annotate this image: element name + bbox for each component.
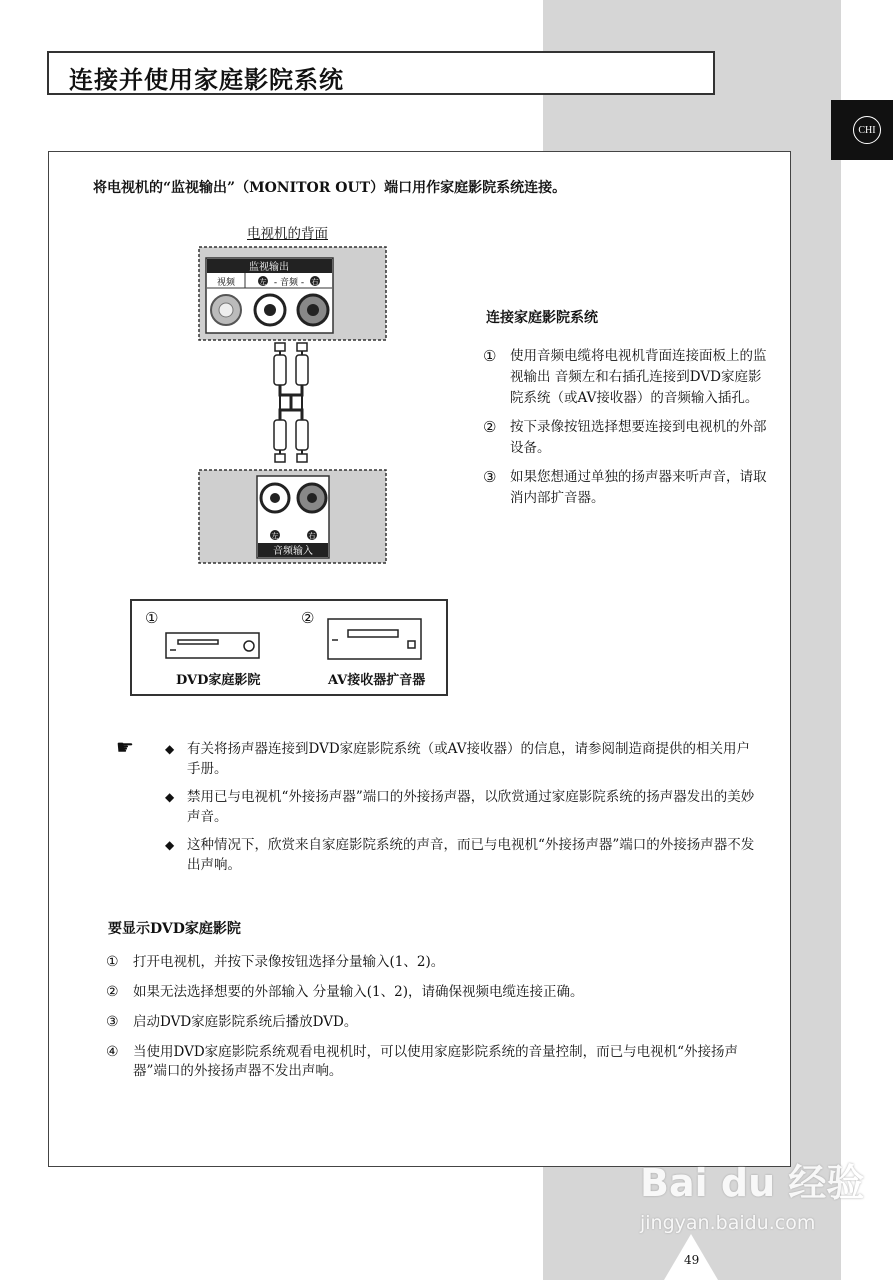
dvd-label: DVD家庭影院	[176, 673, 261, 688]
dvd-number: ①	[145, 609, 159, 627]
step-number: ③	[483, 468, 497, 486]
step-number: ④	[106, 1044, 119, 1060]
diamond-bullet-icon: ◆	[165, 742, 175, 756]
page-number: 49	[684, 1253, 700, 1267]
connect-steps	[483, 346, 773, 517]
page-title: 连接并使用家庭影院系统	[69, 66, 344, 94]
diamond-bullet-icon: ◆	[165, 838, 175, 852]
step-text: 如果您想通过单独的扬声器来听声音，请取消内部扩音器。	[510, 469, 767, 506]
note-text: 这种情况下，欣赏来自家庭影院系统的声音，而已与电视机“外接扬声器”端口的外接扬声器不发出声响。	[187, 837, 755, 873]
connect-step	[483, 467, 773, 509]
step-text: 当使用DVD家庭影院系统观看电视机时，可以使用家庭影院系统的音量控制，而已与电视机“外接扬声器”端口的外接扬声器不发出声响。	[133, 1044, 739, 1079]
language-tab-label: CHI	[853, 116, 881, 144]
display-step	[106, 1013, 746, 1032]
note-text: 禁用已与电视机“外接扬声器”端口的外接扬声器，以欣赏通过家庭影院系统的扬声器发出的美妙声音。	[187, 789, 755, 825]
display-steps	[106, 953, 746, 1092]
watermark-brand: Bai du 经验	[640, 1161, 865, 1205]
audio-right-jack-center	[307, 304, 319, 316]
audio-in-label: 音频输入	[273, 546, 313, 557]
step-number: ②	[106, 984, 119, 1000]
step-number: ③	[106, 1014, 119, 1030]
step-text: 按下录像按钮选择想要连接到电视机的外部设备。	[510, 419, 767, 456]
step-text: 打开电视机，并按下录像按钮选择分量输入(1、2)。	[133, 954, 445, 970]
notes-list	[165, 739, 755, 883]
tv-back-label: 电视机的背面	[247, 226, 328, 242]
audio-label: - 音频 -	[273, 278, 305, 288]
in-left-symbol: 左	[271, 532, 279, 540]
note-text: 有关将扬声器连接到DVD家庭影院系统（或AV接收器）的信息，请参阅制造商提供的相关用户手册。	[187, 741, 750, 777]
connect-step	[483, 417, 773, 459]
watermark-url: jingyan.baidu.com	[640, 1212, 816, 1234]
note-item	[165, 739, 755, 779]
note-item	[165, 787, 755, 827]
right-symbol: 右	[311, 278, 319, 286]
video-jack-center	[219, 303, 233, 317]
display-step	[106, 1043, 746, 1081]
left-symbol: 左	[259, 278, 267, 286]
audio-in-left-center	[270, 493, 280, 503]
display-section-title: 要显示DVD家庭影院	[108, 921, 241, 937]
av-receiver-label: AV接收器扩音器	[328, 673, 426, 688]
step-number: ②	[483, 418, 497, 436]
connect-step	[483, 346, 773, 409]
step-text: 启动DVD家庭影院系统后播放DVD。	[133, 1014, 358, 1030]
cable-join	[280, 385, 302, 420]
video-label: 视频	[216, 278, 236, 288]
step-number: ①	[483, 347, 497, 365]
intro-text: 将电视机的“监视输出”（MONITOR OUT）端口用作家庭影院系统连接。	[93, 180, 567, 196]
display-step	[106, 953, 746, 972]
audio-in-right-center	[307, 493, 317, 503]
step-number: ①	[106, 954, 119, 970]
in-right-symbol: 右	[308, 532, 316, 540]
display-step	[106, 983, 746, 1002]
audio-left-jack-center	[264, 304, 276, 316]
note-item	[165, 835, 755, 875]
pointing-hand-icon: ☛	[116, 735, 134, 759]
step-text: 使用音频电缆将电视机背面连接面板上的监视输出 音频左和右插孔连接到DVD家庭影院系统（或AV接收器）的音频输入插孔。	[510, 348, 767, 406]
av-number: ②	[301, 609, 315, 627]
step-text: 如果无法选择想要的外部输入 分量输入(1、2)，请确保视频电缆连接正确。	[133, 984, 584, 1000]
connect-section-title: 连接家庭影院系统	[486, 310, 598, 326]
monitor-out-label: 监视输出	[249, 262, 289, 273]
diamond-bullet-icon: ◆	[165, 790, 175, 804]
